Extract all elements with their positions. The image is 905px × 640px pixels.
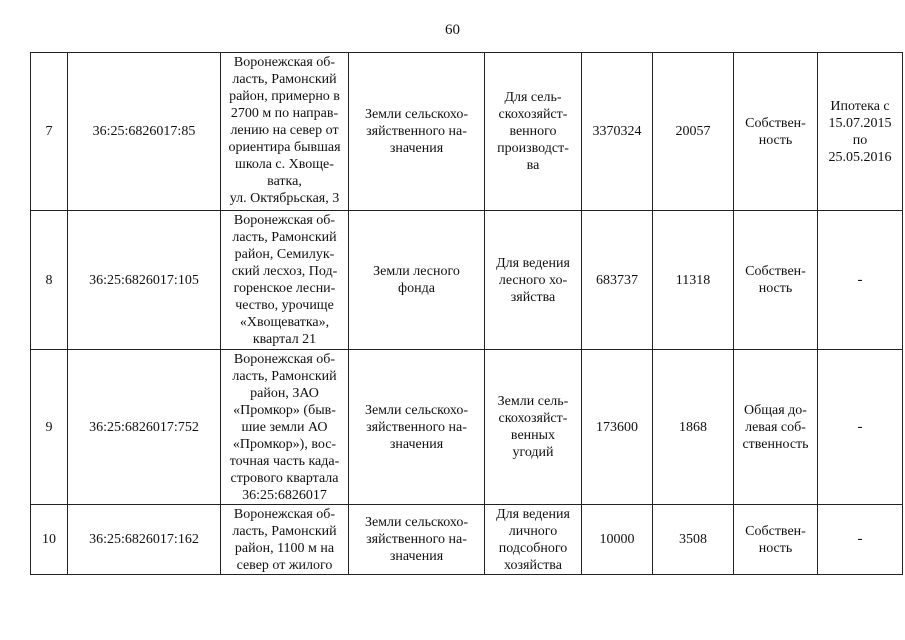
cadastral-value: 3370324 [582, 53, 653, 211]
right-type: Собствен- ность [734, 53, 818, 211]
land-category: Земли сельскохо- зяйственного на- значения [349, 505, 485, 575]
row-number: 9 [31, 350, 68, 505]
table-row [31, 350, 903, 505]
plot-address: Воронежская об- ласть, Рамонский район, 1100 м на север от жилого [221, 505, 349, 575]
permitted-use: Для ведения личного подсобного хозяйства [485, 505, 582, 575]
table-row [31, 505, 903, 575]
page-number: 60 [445, 22, 460, 38]
encumbrance: - [818, 211, 903, 350]
plot-area: 1868 [653, 350, 734, 505]
encumbrance: Ипотека с 15.07.2015 по 25.05.2016 [818, 53, 903, 211]
row-number: 8 [31, 211, 68, 350]
encumbrance: - [818, 505, 903, 575]
land-category: Земли сельскохо- зяйственного на- значения [349, 53, 485, 211]
table-row [31, 53, 903, 211]
land-category: Земли лесного фонда [349, 211, 485, 350]
plot-area: 11318 [653, 211, 734, 350]
right-type: Собствен- ность [734, 211, 818, 350]
cadastral-number: 36:25:6826017:85 [68, 53, 221, 211]
cadastral-value: 683737 [582, 211, 653, 350]
plot-area: 3508 [653, 505, 734, 575]
plot-area: 20057 [653, 53, 734, 211]
cadastral-value: 10000 [582, 505, 653, 575]
row-number: 7 [31, 53, 68, 211]
permitted-use: Для сель- скохозяйст- венного производст- ва [485, 53, 582, 211]
permitted-use: Для ведения лесного хо- зяйства [485, 211, 582, 350]
plot-address: Воронежская об- ласть, Рамонский район, примерно в 2700 м по направ- лению на север от ориентира бывшая школа с. Хвоще- ватка, ул. Октябрьская, 3 [221, 53, 349, 211]
land-plots-table [30, 52, 903, 575]
plot-address: Воронежская об- ласть, Рамонский район, Семилук- ский лесхоз, Под- горенское лесни- чество, урочище «Хвощеватка», квартал 21 [221, 211, 349, 350]
encumbrance: - [818, 350, 903, 505]
right-type: Общая до- левая соб- ственность [734, 350, 818, 505]
cadastral-value: 173600 [582, 350, 653, 505]
land-category: Земли сельскохо- зяйственного на- значения [349, 350, 485, 505]
plot-address: Воронежская об- ласть, Рамонский район, ЗАО «Промкор» (быв- шие земли АО «Промкор»), вос- точная часть када- стрового квартала 36:25:6826017 [221, 350, 349, 505]
row-number: 10 [31, 505, 68, 575]
cadastral-number: 36:25:6826017:105 [68, 211, 221, 350]
right-type: Собствен- ность [734, 505, 818, 575]
cadastral-number: 36:25:6826017:162 [68, 505, 221, 575]
cadastral-number: 36:25:6826017:752 [68, 350, 221, 505]
permitted-use: Земли сель- скохозяйст- венных угодий [485, 350, 582, 505]
table-row [31, 211, 903, 350]
